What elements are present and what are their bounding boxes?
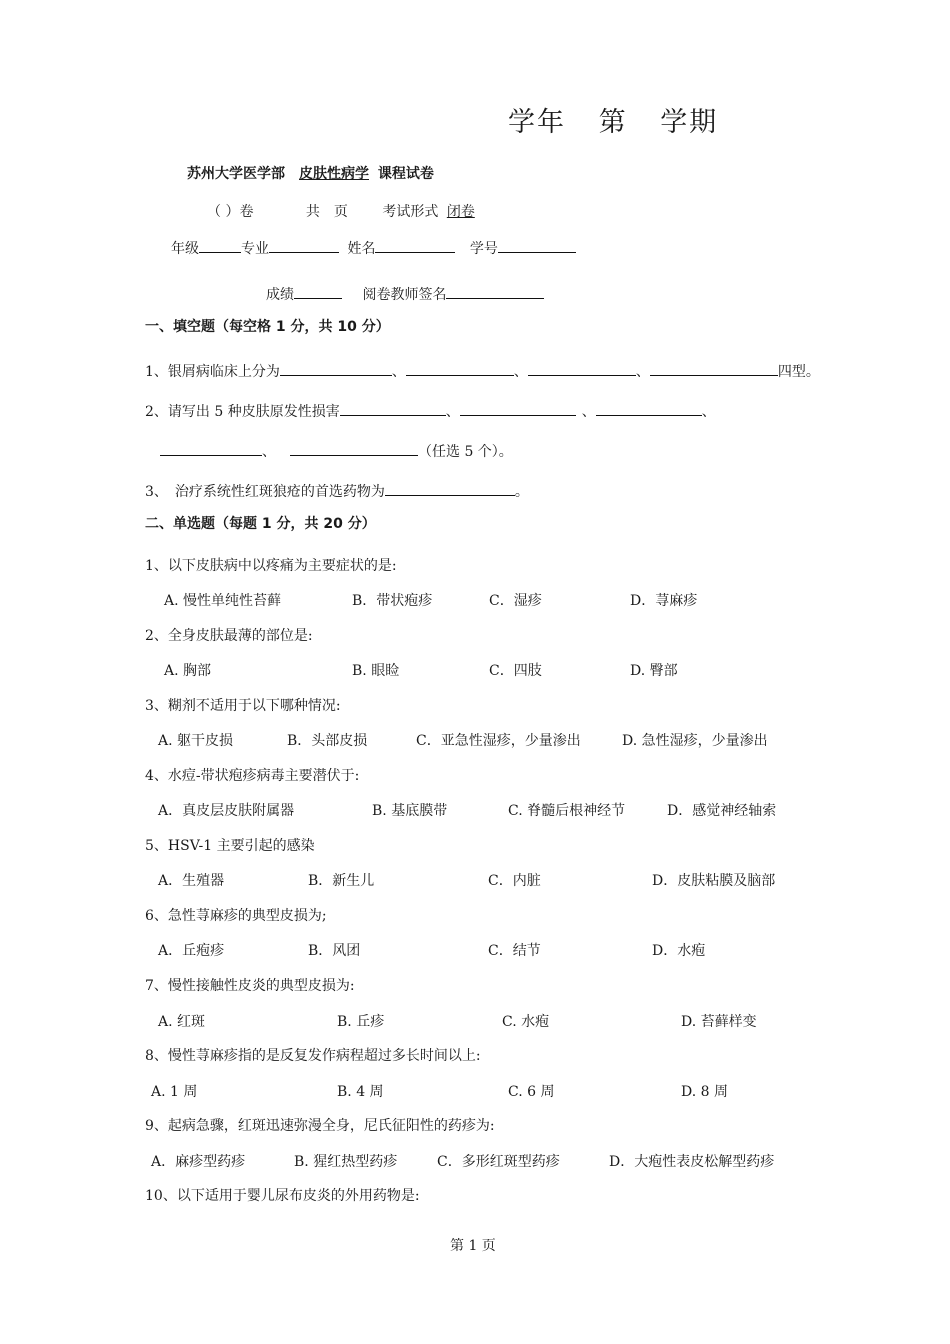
- mc-option[interactable]: A．真皮层皮肤附属器: [158, 803, 295, 819]
- separator: 、: [635, 364, 650, 380]
- mc-option[interactable]: B．头部皮损: [287, 733, 368, 749]
- mc-option[interactable]: A. 慢性单纯性苔藓: [164, 593, 282, 609]
- grade-label: 年级: [171, 241, 199, 257]
- q3-end: 。: [514, 484, 529, 500]
- mc-question-stem: 8、慢性荨麻疹指的是反复发作病程超过多长时间以上:: [145, 1048, 481, 1064]
- fill-question-2: [145, 401, 716, 421]
- major-blank[interactable]: [269, 238, 339, 253]
- page-number: 第 1 页: [450, 1238, 496, 1254]
- mc-option[interactable]: C．四肢: [489, 663, 542, 679]
- exam-form-value: 闭卷: [446, 204, 475, 220]
- fill-question-1: [145, 361, 820, 381]
- separator: 、: [513, 364, 528, 380]
- school-name: 苏州大学医学部: [187, 166, 285, 182]
- section2-title: 二、单选题（每题 1 分，共 20 分）: [145, 516, 376, 532]
- q1-blank-3[interactable]: [528, 361, 636, 376]
- mc-option[interactable]: D．水疱: [652, 943, 706, 959]
- course-name: 皮肤性病学: [299, 166, 369, 182]
- student-id-blank[interactable]: [498, 238, 576, 253]
- mc-option[interactable]: B. 眼睑: [352, 663, 400, 679]
- mc-option[interactable]: B. 丘疹: [337, 1014, 385, 1030]
- grader-label: 阅卷教师签名: [362, 287, 447, 303]
- score-row: [266, 284, 544, 304]
- q3-stem: 3、 治疗系统性红斑狼疮的首选药物为: [145, 484, 385, 500]
- mc-question-stem: 7、慢性接触性皮炎的典型皮损为:: [145, 978, 355, 994]
- mc-option[interactable]: C. 6 周: [508, 1084, 555, 1100]
- mc-option[interactable]: B．风团: [308, 943, 361, 959]
- separator: 、: [701, 404, 716, 420]
- mc-option[interactable]: D. 8 周: [681, 1084, 728, 1100]
- q2-blank-3[interactable]: [596, 401, 702, 416]
- mc-option[interactable]: B．带状疱疹: [352, 593, 433, 609]
- mc-option[interactable]: C．湿疹: [489, 593, 542, 609]
- mc-option[interactable]: D．感觉神经轴索: [667, 803, 777, 819]
- mc-option[interactable]: D．皮肤粘膜及脑部: [652, 873, 776, 889]
- term-header: [508, 100, 718, 139]
- q1-blank-1[interactable]: [280, 361, 392, 376]
- grade-blank[interactable]: [199, 238, 241, 253]
- section1-title: 一、填空题（每空格 1 分，共 10 分）: [145, 319, 390, 335]
- q3-blank[interactable]: [385, 481, 515, 496]
- separator: 、: [391, 364, 406, 380]
- name-label: 姓名: [347, 241, 376, 257]
- mc-option[interactable]: D．大疱性表皮松解型药疹: [609, 1154, 775, 1170]
- course-suffix: 课程试卷: [377, 166, 434, 182]
- q1-blank-4[interactable]: [650, 361, 778, 376]
- course-line: [187, 163, 434, 183]
- q2-stem: 2、请写出 5 种皮肤原发性损害: [145, 404, 340, 420]
- mc-option[interactable]: C. 水疱: [502, 1014, 550, 1030]
- pages-label: 共 页: [305, 204, 348, 220]
- mc-option[interactable]: A．生殖器: [158, 873, 225, 889]
- mc-question-stem: 1、以下皮肤病中以疼痛为主要症状的是:: [145, 558, 397, 574]
- term-word-ordinal: 第: [598, 107, 628, 138]
- mc-option[interactable]: A. 胸部: [164, 663, 212, 679]
- q2-blank-5[interactable]: [290, 441, 418, 456]
- major-label: 专业: [241, 241, 269, 257]
- mc-question-stem: 2、全身皮肤最薄的部位是:: [145, 628, 313, 644]
- mc-option[interactable]: C．内脏: [488, 873, 541, 889]
- mc-option[interactable]: B. 4 周: [337, 1084, 384, 1100]
- q2-blank-1[interactable]: [340, 401, 446, 416]
- mc-option[interactable]: D. 臀部: [630, 663, 678, 679]
- mc-option[interactable]: B. 基底膜带: [372, 803, 448, 819]
- mc-option[interactable]: B．新生儿: [308, 873, 375, 889]
- name-blank[interactable]: [375, 238, 455, 253]
- mc-option[interactable]: D．荨麻疹: [630, 593, 698, 609]
- separator: 、: [262, 444, 276, 460]
- exam-form-label: 考试形式: [382, 204, 439, 220]
- mc-option[interactable]: A. 1 周: [151, 1084, 198, 1100]
- mc-question-stem: 6、急性荨麻疹的典型皮损为;: [145, 908, 327, 924]
- mc-option[interactable]: C. 脊髓后根神经节: [508, 803, 626, 819]
- volume-label: （ ）卷: [207, 204, 254, 220]
- mc-option[interactable]: A．麻疹型药疹: [151, 1154, 246, 1170]
- score-label: 成绩: [266, 287, 294, 303]
- q1-blank-2[interactable]: [406, 361, 514, 376]
- mc-question-stem: 4、水痘-带状疱疹病毒主要潜伏于:: [145, 768, 360, 784]
- paper-info: [207, 201, 475, 221]
- mc-option[interactable]: A. 躯干皮损: [158, 733, 234, 749]
- fill-question-2-cont: [160, 441, 513, 461]
- q2-blank-4[interactable]: [160, 441, 262, 456]
- mc-option[interactable]: C．结节: [488, 943, 541, 959]
- q1-stem: 1、银屑病临床上分为: [145, 364, 280, 380]
- student-id-label: 学号: [469, 241, 498, 257]
- separator: 、: [581, 404, 596, 420]
- mc-option[interactable]: D. 急性湿疹，少量渗出: [622, 733, 768, 749]
- q2-blank-2[interactable]: [460, 401, 576, 416]
- term-word-year: 学年: [508, 107, 566, 138]
- mc-option[interactable]: B. 猩红热型药疹: [294, 1154, 398, 1170]
- term-word-semester: 学期: [660, 107, 719, 138]
- q1-end: 四型。: [777, 364, 820, 380]
- mc-question-stem: 9、起病急骤，红斑迅速弥漫全身，尼氏征阳性的药疹为:: [145, 1118, 495, 1134]
- mc-option[interactable]: D. 苔藓样变: [681, 1014, 757, 1030]
- mc-option[interactable]: C．亚急性湿疹，少量渗出: [416, 733, 581, 749]
- score-blank[interactable]: [294, 284, 342, 299]
- fill-question-3: [145, 481, 529, 501]
- mc-question-stem: 10、以下适用于婴儿尿布皮炎的外用药物是:: [145, 1188, 420, 1204]
- mc-question-stem: 3、糊剂不适用于以下哪种情况:: [145, 698, 341, 714]
- separator: 、: [445, 404, 460, 420]
- student-fields-row: [171, 238, 576, 258]
- mc-question-stem: 5、HSV-1 主要引起的感染: [145, 838, 315, 854]
- grader-blank[interactable]: [446, 284, 544, 299]
- mc-option[interactable]: A．丘疱疹: [158, 943, 225, 959]
- q2-note: （任选 5 个）。: [418, 444, 513, 460]
- mc-option[interactable]: A. 红斑: [158, 1014, 206, 1030]
- mc-option[interactable]: C．多形红斑型药疹: [437, 1154, 560, 1170]
